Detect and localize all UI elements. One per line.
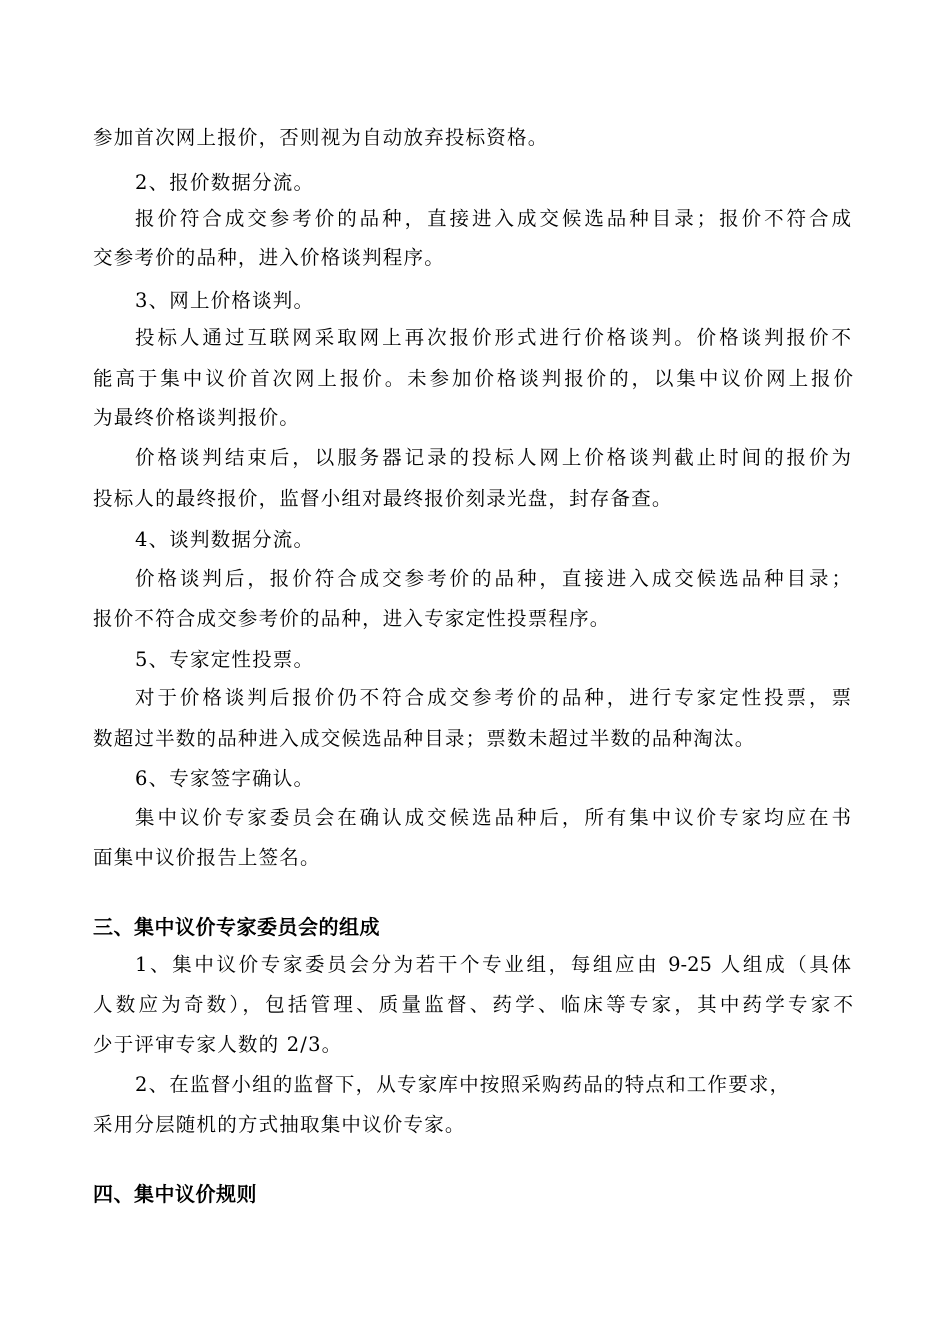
item-heading: 5、专家定性投票。 [135,648,315,671]
paragraph-line: 集中议价专家委员会在确认成交候选品种后，所有集中议价专家均应在书 [135,806,851,829]
item-heading: 2、报价数据分流。 [135,171,315,194]
paragraph-line: 投标人的最终报价，监督小组对最终报价刻录光盘，封存备查。 [93,487,673,510]
paragraph-line: 对于价格谈判后报价仍不符合成交参考价的品种，进行专家定性投票，票 [135,686,851,709]
paragraph-line: 少于评审专家人数的 2/3。 [93,1033,343,1056]
paragraph-line: 采用分层随机的方式抽取集中议价专家。 [93,1113,466,1136]
item-heading: 6、专家签字确认。 [135,767,315,790]
item-heading: 3、网上价格谈判。 [135,289,315,312]
paragraph-line: 1、集中议价专家委员会分为若干个专业组，每组应由 9-25 人组成（具体 [135,953,851,976]
paragraph-line: 价格谈判结束后，以服务器记录的投标人网上价格谈判截止时间的报价为 [135,446,851,469]
paragraph-line: 价格谈判后，报价符合成交参考价的品种，直接进入成交候选品种目录； [135,567,851,590]
paragraph-line: 面集中议价报告上签名。 [93,846,321,869]
section-heading: 四、集中议价规则 [93,1182,257,1206]
paragraph-line: 人数应为奇数），包括管理、质量监督、药学、临床等专家，其中药学专家不 [93,993,853,1016]
paragraph-line: 报价符合成交参考价的品种，直接进入成交候选品种目录；报价不符合成 [135,207,851,230]
paragraph-line: 为最终价格谈判报价。 [93,406,301,429]
paragraph-line: 数超过半数的品种进入成交候选品种目录；票数未超过半数的品种淘汰。 [93,727,756,750]
paragraph-line: 交参考价的品种，进入价格谈判程序。 [93,246,445,269]
paragraph-line: 2、在监督小组的监督下，从专家库中按照采购药品的特点和工作要求， [135,1073,791,1096]
paragraph-line: 参加首次网上报价，否则视为自动放弃投标资格。 [93,126,549,149]
section-heading: 三、集中议价专家委员会的组成 [93,915,380,939]
paragraph-line: 能高于集中议价首次网上报价。未参加价格谈判报价的，以集中议价网上报价 [93,367,853,390]
paragraph-line: 报价不符合成交参考价的品种，进入专家定性投票程序。 [93,607,611,630]
item-heading: 4、谈判数据分流。 [135,528,315,551]
paragraph-line: 投标人通过互联网采取网上再次报价形式进行价格谈判。价格谈判报价不 [135,326,851,349]
